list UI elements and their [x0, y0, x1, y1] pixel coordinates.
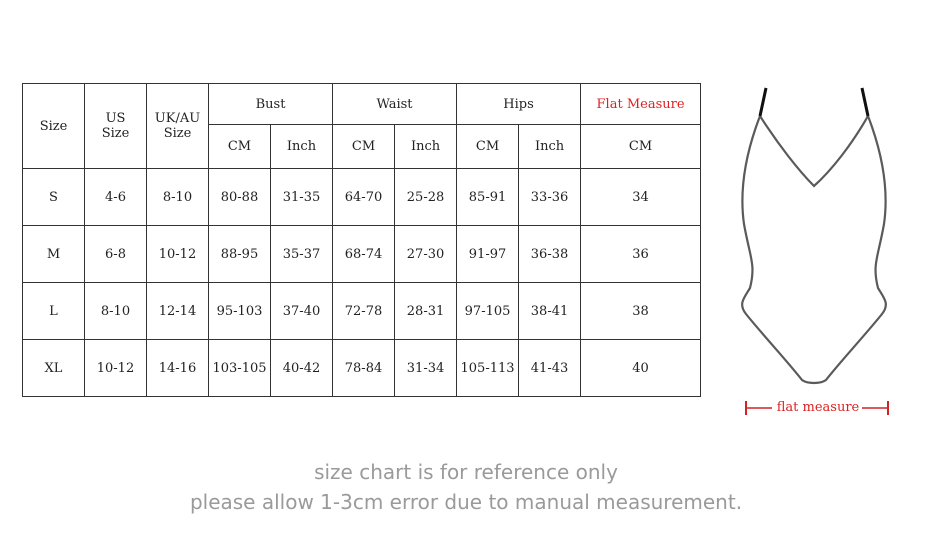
unit-cell: Inch: [271, 125, 333, 169]
table-cell: 31-35: [271, 169, 333, 226]
header-ukau-line1: UK/AU: [154, 111, 201, 126]
header-waist: Waist: [333, 84, 457, 125]
unit-cell: CM: [457, 125, 519, 169]
size-chart-table: [22, 83, 701, 397]
table-cell: L: [23, 283, 85, 340]
header-flat-measure: Flat Measure: [581, 84, 701, 125]
table-cell: 105-113: [457, 340, 519, 397]
table-cell: 88-95: [209, 226, 271, 283]
header-us-size: [85, 84, 147, 169]
table-cell: 91-97: [457, 226, 519, 283]
header-size: Size: [23, 84, 85, 169]
table-cell: 78-84: [333, 340, 395, 397]
table-cell: 6-8: [85, 226, 147, 283]
table-cell: 35-37: [271, 226, 333, 283]
table-cell: 38-41: [519, 283, 581, 340]
table-cell: 36-38: [519, 226, 581, 283]
table-cell: 27-30: [395, 226, 457, 283]
swimsuit-outline-icon: [736, 82, 896, 392]
table-cell: 34: [581, 169, 701, 226]
unit-cell: Inch: [395, 125, 457, 169]
table-cell: 8-10: [147, 169, 209, 226]
table-cell: 37-40: [271, 283, 333, 340]
table-cell: 8-10: [85, 283, 147, 340]
table-cell: M: [23, 226, 85, 283]
flat-measure-label: flat measure: [776, 400, 860, 415]
table-cell: 41-43: [519, 340, 581, 397]
table-row: [23, 340, 701, 397]
table-cell: 80-88: [209, 169, 271, 226]
table-cell: 85-91: [457, 169, 519, 226]
header-row-1: [23, 84, 701, 125]
table-cell: 68-74: [333, 226, 395, 283]
unit-cell: CM: [581, 125, 701, 169]
table-cell: 38: [581, 283, 701, 340]
strap-left: [760, 88, 766, 116]
strap-right: [862, 88, 868, 116]
table-cell: 72-78: [333, 283, 395, 340]
table-cell: 97-105: [457, 283, 519, 340]
swimsuit-neckline: [760, 116, 868, 186]
table-cell: 25-28: [395, 169, 457, 226]
table-cell: S: [23, 169, 85, 226]
table-cell: 36: [581, 226, 701, 283]
table-cell: 33-36: [519, 169, 581, 226]
table-cell: 4-6: [85, 169, 147, 226]
header-us-line1: US: [105, 111, 126, 126]
table-cell: 95-103: [209, 283, 271, 340]
unit-cell: Inch: [519, 125, 581, 169]
unit-cell: CM: [209, 125, 271, 169]
table-cell: 103-105: [209, 340, 271, 397]
table-cell: 10-12: [85, 340, 147, 397]
header-ukau-line2: Size: [163, 126, 192, 141]
table-row: [23, 226, 701, 283]
table-cell: 10-12: [147, 226, 209, 283]
swimsuit-outline: [742, 88, 886, 383]
unit-cell: CM: [333, 125, 395, 169]
table-row: [23, 169, 701, 226]
header-us-line2: Size: [101, 126, 130, 141]
header-ukau-size: [147, 84, 209, 169]
table-cell: 31-34: [395, 340, 457, 397]
table-cell: 28-31: [395, 283, 457, 340]
table-cell: 14-16: [147, 340, 209, 397]
header-bust: Bust: [209, 84, 333, 125]
reference-note: size chart is for reference only: [314, 460, 618, 484]
table-row: [23, 283, 701, 340]
error-note: please allow 1-3cm error due to manual measurement.: [189, 490, 743, 514]
header-hips: Hips: [457, 84, 581, 125]
table-cell: 64-70: [333, 169, 395, 226]
table-cell: XL: [23, 340, 85, 397]
table-cell: 12-14: [147, 283, 209, 340]
table-cell: 40-42: [271, 340, 333, 397]
table-cell: 40: [581, 340, 701, 397]
